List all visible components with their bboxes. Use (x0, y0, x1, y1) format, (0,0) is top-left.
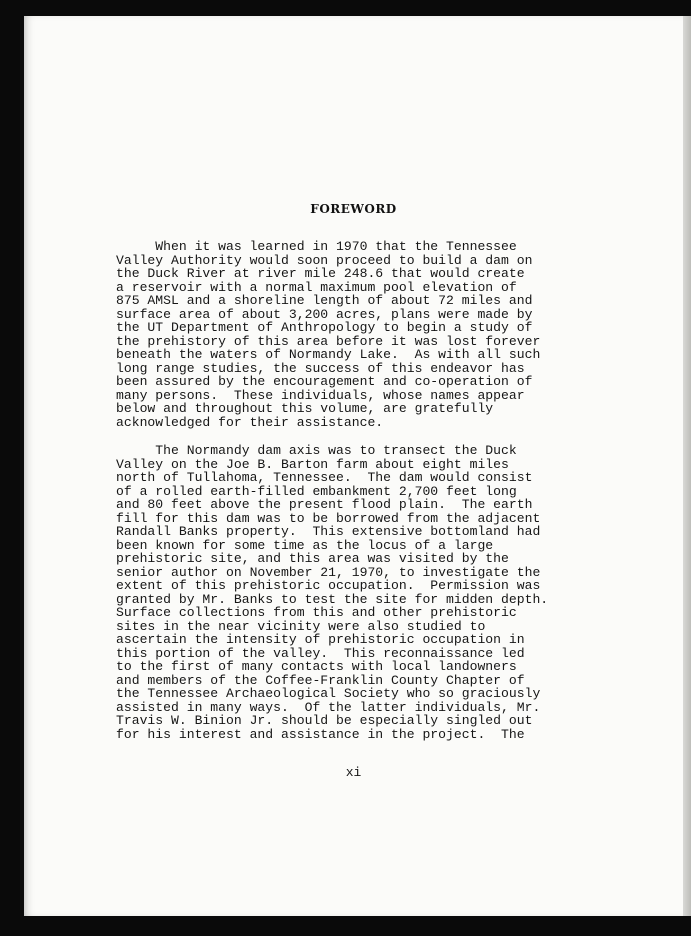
text-line: and 80 feet above the present flood plain. The earth (116, 497, 533, 512)
text-line: 875 AMSL and a shoreline length of about 72 miles and (116, 293, 533, 308)
text-line: ascertain the intensity of prehistoric occupation in (116, 632, 525, 647)
text-line: many persons. These individuals, whose names appear (116, 387, 525, 403)
text-line: Travis W. Binion Jr. should be especially singled out (116, 713, 533, 728)
text-line: Valley Authority would soon proceed to build a dam on (116, 252, 533, 268)
text-line: north of Tullahoma, Tennessee. The dam would consist (116, 470, 533, 485)
text-line: assisted in many ways. Of the latter individuals, Mr. (116, 699, 541, 715)
text-line: acknowledged for their assistance. (116, 414, 384, 430)
body-text (116, 240, 571, 756)
text-line: to the first of many contacts with local landowners (116, 659, 517, 674)
text-line: of a rolled earth-filled embankment 2,700 feet long (116, 483, 517, 499)
text-line: this portion of the valley. This reconnaissance led (116, 645, 525, 661)
text-line: for his interest and assistance in the project. The (116, 726, 525, 742)
text-line: sites in the near vicinity were also studied to (116, 618, 486, 634)
text-line: been assured by the encouragement and co-operation of (116, 374, 533, 389)
text-line: the Tennessee Archaeological Society who so graciously (116, 686, 541, 701)
text-line: and members of the Coffee-Franklin County Chapter of (116, 672, 525, 688)
paragraph-1 (116, 240, 571, 429)
text-line: Valley on the Joe B. Barton farm about eight miles (116, 456, 509, 472)
page-edge (683, 16, 691, 916)
text-line: the UT Department of Anthropology to begin a study of (116, 320, 533, 335)
text-line: surface area of about 3,200 acres, plans were made by (116, 306, 533, 322)
paragraph-2 (116, 444, 571, 741)
text-line: senior author on November 21, 1970, to investigate the (116, 564, 541, 580)
page-title: FOREWORD (310, 202, 397, 216)
text-line: the Duck River at river mile 248.6 that would create (116, 266, 525, 281)
page-number: xi (345, 765, 362, 780)
text-line: a reservoir with a normal maximum pool elevation of (116, 279, 517, 295)
text-line: extent of this prehistoric occupation. Permission was (116, 578, 541, 593)
text-line: beneath the waters of Normandy Lake. As with all such (116, 347, 541, 362)
document-page (24, 16, 683, 916)
text-line: long range studies, the success of this endeavor has (116, 360, 525, 376)
text-line: fill for this dam was to be borrowed from the adjacent (116, 510, 541, 526)
text-line: Surface collections from this and other prehistoric (116, 605, 517, 620)
text-line: below and throughout this volume, are gratefully (116, 401, 494, 416)
text-line: When it was learned in 1970 that the Tennessee (116, 239, 517, 254)
text-line: Randall Banks property. This extensive bottomland had (116, 524, 541, 539)
text-line: The Normandy dam axis was to transect the Duck (116, 443, 517, 458)
text-line: been known for some time as the locus of a large (116, 537, 494, 553)
text-line: prehistoric site, and this area was visited by the (116, 551, 509, 566)
text-line: granted by Mr. Banks to test the site for midden depth. (116, 591, 549, 607)
text-line: the prehistory of this area before it was lost forever (116, 333, 541, 349)
